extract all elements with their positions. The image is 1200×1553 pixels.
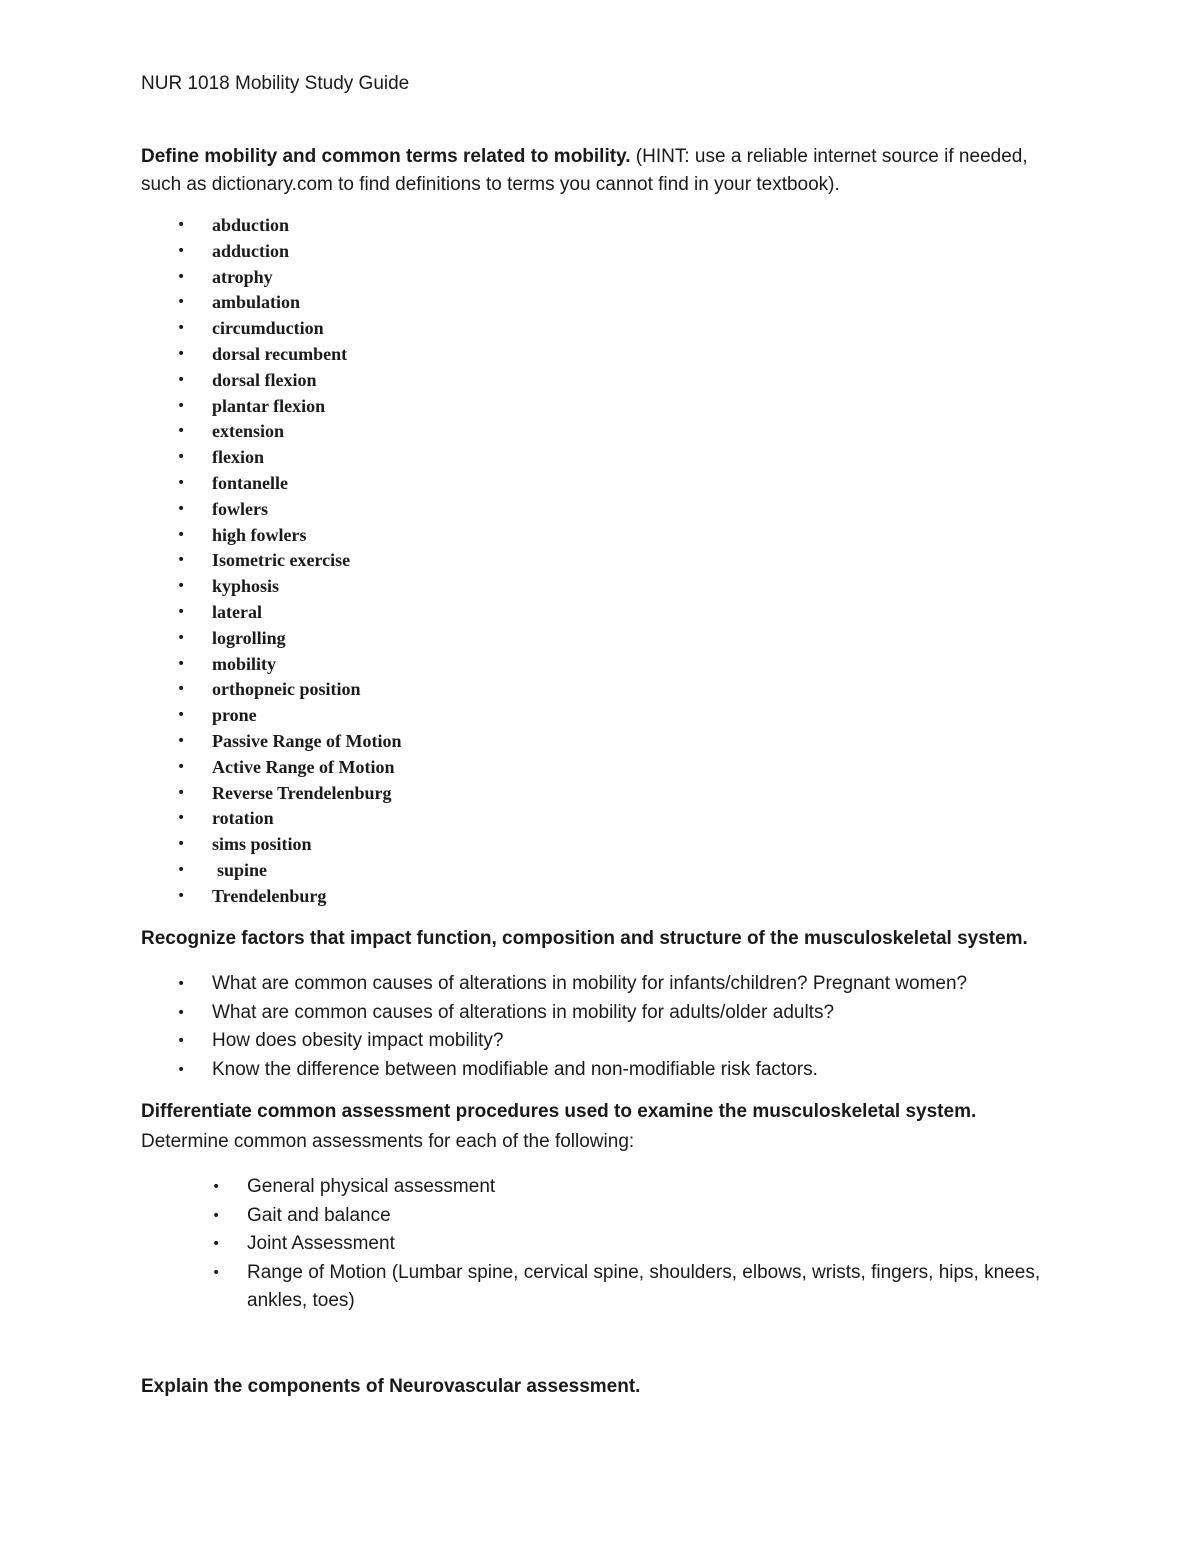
term-text: logrolling	[212, 627, 286, 648]
list-item	[141, 497, 401, 523]
question-text: What are common causes of alterations in mobility for adults/older adults?	[212, 1001, 835, 1023]
list-item	[141, 419, 401, 445]
list-item	[141, 1056, 967, 1085]
term-text: ambulation	[212, 292, 301, 313]
list-item	[141, 1259, 1041, 1316]
assessment-text: Gait and balance	[247, 1204, 391, 1226]
section2-heading: Recognize factors that impact function, composition and structure of the musculoskeletal system.	[141, 928, 1028, 949]
bullet-icon: •	[177, 217, 186, 233]
term-text: supine	[217, 859, 268, 880]
list-item	[141, 342, 401, 368]
list-item	[141, 574, 401, 600]
bullet-icon: •	[177, 294, 186, 311]
bullet-icon: •	[177, 629, 186, 646]
page-title: NUR 1018 Mobility Study Guide	[141, 73, 410, 94]
bullet-icon: •	[212, 1236, 221, 1252]
assessment-text: Range of Motion (Lumbar spine, cervical spine, shoulders, elbows, wrists, fingers, hips, knees, ankles, toes)	[247, 1261, 1041, 1311]
term-text: dorsal recumbent	[212, 343, 348, 364]
question-text: What are common causes of alterations in mobility for infants/children? Pregnant women?	[212, 973, 968, 994]
term-text: high fowlers	[212, 524, 307, 545]
bullet-icon: •	[177, 681, 186, 698]
bullet-icon: •	[177, 887, 186, 904]
term-text: rotation	[212, 808, 274, 829]
bullet-icon: •	[177, 732, 186, 749]
bullet-icon: •	[212, 1179, 221, 1195]
list-item	[141, 368, 401, 394]
term-text: circumduction	[212, 318, 324, 339]
term-text: sims position	[212, 834, 312, 855]
bullet-icon: •	[177, 758, 186, 775]
term-text: flexion	[212, 447, 264, 468]
list-item	[141, 213, 401, 239]
term-text: Isometric exercise	[212, 550, 351, 571]
list-item	[141, 755, 401, 781]
term-text: kyphosis	[212, 576, 280, 597]
section3-subheading: Determine common assessments for each of the following:	[141, 1131, 635, 1152]
bullet-icon: •	[212, 1264, 221, 1281]
term-text: Active Range of Motion	[212, 756, 395, 777]
bullet-icon: •	[177, 474, 186, 491]
list-item	[141, 394, 401, 420]
question-text: Know the difference between modifiable and non-modifiable risk factors.	[212, 1058, 818, 1080]
list-item	[141, 239, 401, 265]
list-item	[141, 832, 401, 858]
list-item	[141, 999, 967, 1028]
term-text: Passive Range of Motion	[212, 730, 402, 751]
list-item	[141, 1027, 967, 1056]
list-item	[141, 652, 401, 678]
term-text: lateral	[212, 601, 262, 622]
term-text: abduction	[212, 215, 290, 235]
bullet-icon: •	[177, 976, 186, 992]
list-item	[141, 970, 967, 999]
bullet-icon: •	[177, 500, 186, 517]
list-item	[141, 703, 401, 729]
bullet-icon: •	[177, 552, 186, 569]
list-item	[141, 729, 401, 755]
term-text: mobility	[212, 653, 277, 674]
term-text: prone	[212, 705, 257, 726]
section4-heading: Explain the components of Neurovascular assessment.	[141, 1376, 641, 1397]
term-text: extension	[212, 421, 284, 442]
term-text: atrophy	[212, 266, 273, 287]
bullet-icon: •	[177, 603, 186, 620]
bullet-icon: •	[177, 526, 186, 543]
bullet-icon: •	[177, 707, 186, 724]
list-item	[141, 1202, 1041, 1231]
section1-heading: Define mobility and common terms related to mobility.	[141, 146, 631, 167]
list-item	[141, 316, 401, 342]
list-item	[141, 677, 401, 703]
question-text: How does obesity impact mobility?	[212, 1030, 504, 1051]
term-text: dorsal flexion	[212, 369, 317, 390]
term-text: adduction	[212, 240, 290, 261]
list-item	[141, 523, 401, 549]
bullet-icon: •	[177, 1004, 186, 1021]
bullet-icon: •	[177, 345, 186, 362]
list-item	[141, 290, 401, 316]
term-text: Trendelenburg	[212, 885, 327, 906]
assessment-text: General physical assessment	[247, 1176, 496, 1197]
section1-intro	[141, 143, 1071, 199]
list-item	[141, 471, 401, 497]
list-item	[141, 548, 401, 574]
terms-list	[141, 213, 401, 910]
bullet-icon: •	[177, 836, 186, 853]
list-item	[141, 265, 401, 291]
term-text: fontanelle	[212, 472, 288, 493]
bullet-icon: •	[177, 449, 186, 466]
list-item	[141, 445, 401, 471]
term-text: orthopneic position	[212, 679, 361, 700]
term-text: Reverse Trendelenburg	[212, 782, 392, 803]
term-text: fowlers	[212, 498, 268, 519]
list-item	[141, 884, 401, 910]
bullet-icon: •	[177, 784, 186, 801]
list-item	[141, 626, 401, 652]
bullet-icon: •	[177, 320, 186, 337]
factors-list	[141, 970, 967, 1084]
list-item	[141, 806, 401, 832]
bullet-icon: •	[177, 861, 186, 878]
bullet-icon: •	[177, 655, 186, 672]
section3-heading: Differentiate common assessment procedures used to examine the musculoskeletal system.	[141, 1101, 977, 1122]
term-text: plantar flexion	[212, 395, 326, 416]
bullet-icon: •	[177, 268, 186, 285]
bullet-icon: •	[177, 397, 186, 414]
bullet-icon: •	[177, 242, 186, 259]
list-item	[141, 600, 401, 626]
bullet-icon: •	[177, 1061, 186, 1078]
list-item	[141, 1230, 1041, 1259]
list-item	[141, 858, 401, 884]
assessment-list	[141, 1173, 1041, 1316]
bullet-icon: •	[212, 1207, 221, 1224]
bullet-icon: •	[177, 1033, 186, 1049]
section1-hint: (HINT: use a reliable internet source if needed, such as dictionary.com to find definitions to terms you cannot find in your textbook).	[141, 146, 1028, 195]
assessment-text: Joint Assessment	[247, 1233, 395, 1254]
bullet-icon: •	[177, 423, 186, 440]
list-item	[141, 1173, 1041, 1202]
bullet-icon: •	[177, 578, 186, 595]
bullet-icon: •	[177, 810, 186, 827]
bullet-icon: •	[177, 371, 186, 388]
list-item	[141, 781, 401, 807]
